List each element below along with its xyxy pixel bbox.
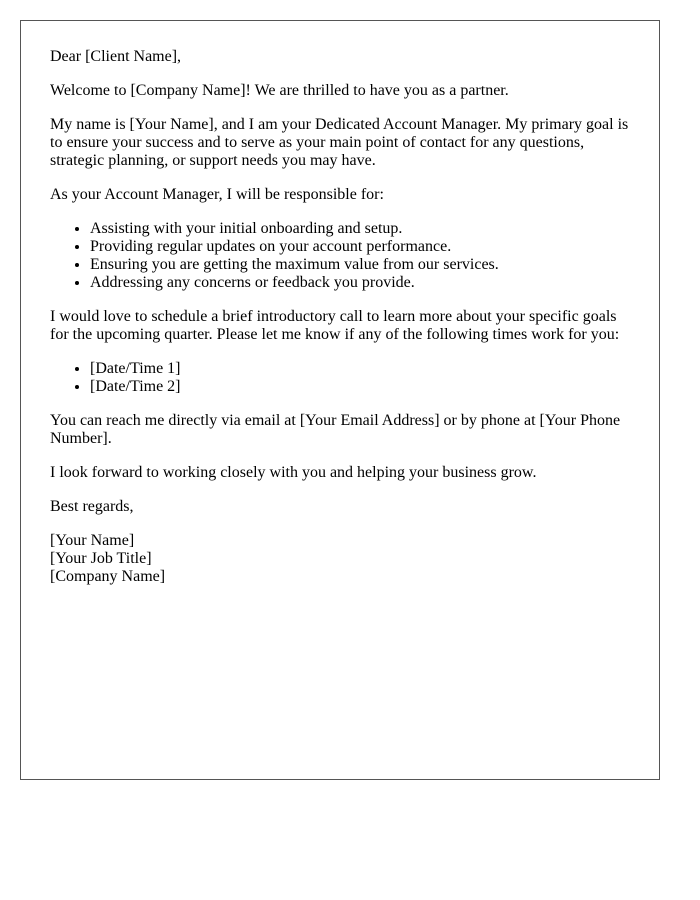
- signature-name: [Your Name]: [50, 532, 135, 549]
- responsibilities-list: [50, 220, 630, 292]
- sign-off: Best regards,: [50, 498, 134, 515]
- signature-job-title: [Your Job Title]: [50, 550, 152, 567]
- call-request-paragraph: I would love to schedule a brief introductory call to learn more about your specific goals for the upcoming quarter. Please let me know if any of the following times work for you:: [50, 308, 620, 343]
- responsibilities-intro: As your Account Manager, I will be responsible for:: [50, 186, 384, 203]
- letter-container: [20, 20, 660, 780]
- list-item: • Providing regular updates on your account performance.: [90, 238, 630, 256]
- contact-paragraph: You can reach me directly via email at [Your Email Address] or by phone at [Your Phone Number].: [50, 412, 621, 447]
- welcome-paragraph: Welcome to [Company Name]! We are thrilled to have you as a partner.: [50, 82, 509, 99]
- times-list: [50, 360, 630, 396]
- signature-company: [Company Name]: [50, 568, 166, 585]
- list-item: • [Date/Time 2]: [90, 378, 630, 396]
- list-item: • Addressing any concerns or feedback you provide.: [90, 274, 630, 292]
- closing-remark: I look forward to working closely with you and helping your business grow.: [50, 464, 537, 481]
- signature-block: [50, 532, 630, 586]
- list-item: • Assisting with your initial onboarding and setup.: [90, 220, 630, 238]
- list-item: • Ensuring you are getting the maximum value from our services.: [90, 256, 630, 274]
- list-item: • [Date/Time 1]: [90, 360, 630, 378]
- salutation: Dear [Client Name],: [50, 48, 182, 65]
- intro-paragraph: My name is [Your Name], and I am your Dedicated Account Manager. My primary goal is to ensure your success and to serve as your main point of contact for any questions, strategic planning, or support needs you may have.: [50, 116, 629, 169]
